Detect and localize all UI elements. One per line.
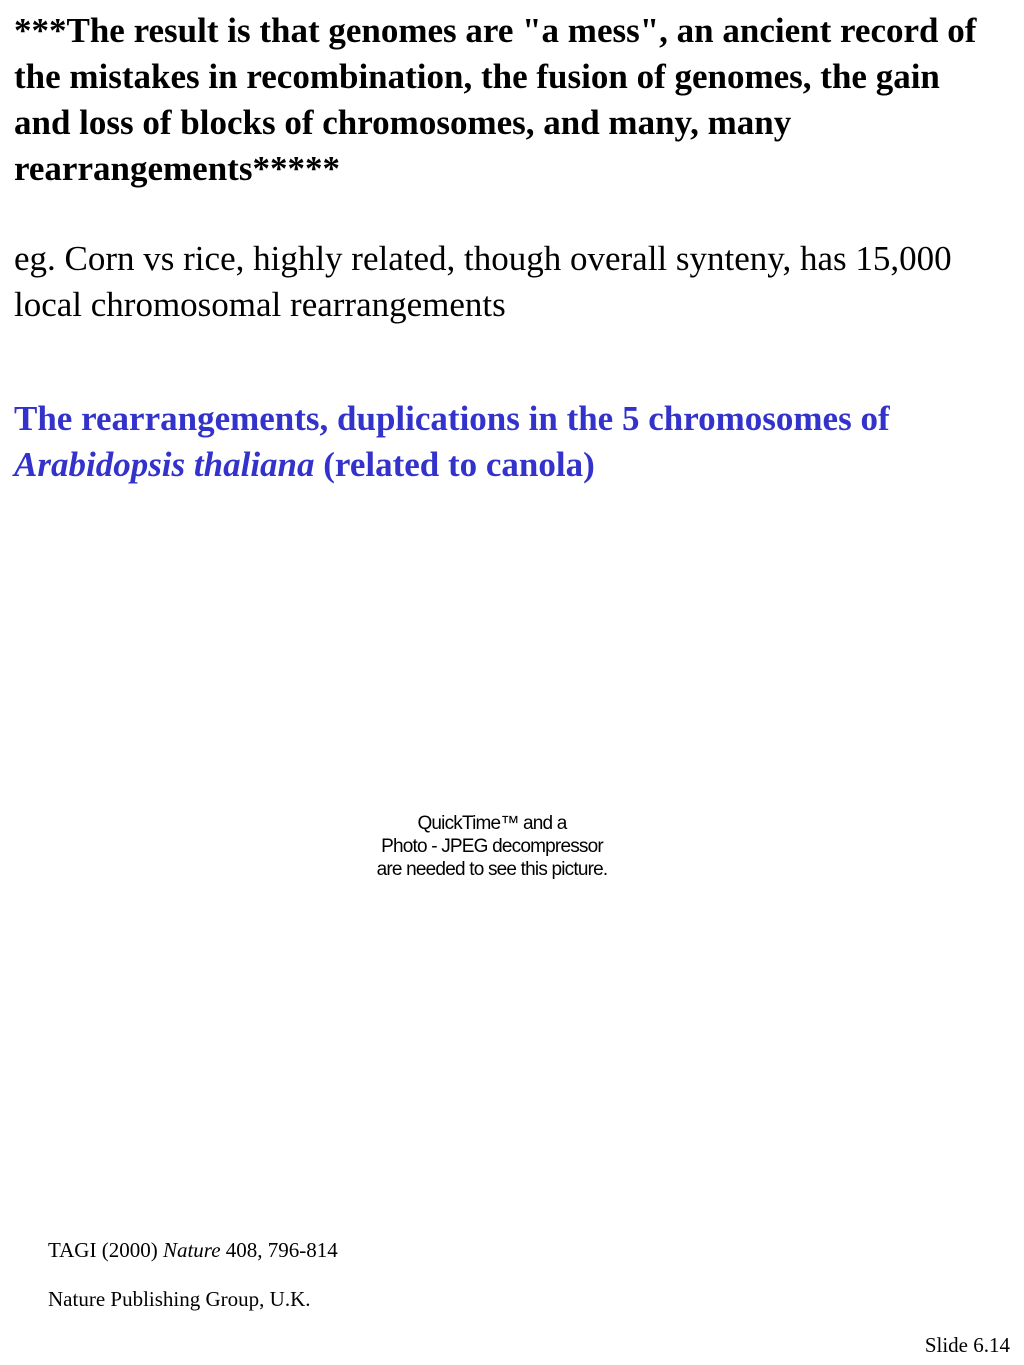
citation-authors-year: TAGI (2000): [48, 1238, 163, 1262]
placeholder-line-3: are needed to see this picture.: [376, 859, 608, 880]
citation-journal: Nature: [162, 1238, 221, 1262]
citation-volume-pages: 408, 796-814: [220, 1238, 338, 1262]
missing-image-placeholder: [352, 812, 632, 881]
placeholder-line-1: QuickTime™ and a: [417, 813, 567, 834]
heading-text-end: (related to canola): [314, 445, 595, 484]
citation-reference: [48, 1237, 338, 1263]
slide-number: Slide 6.14: [924, 1333, 1010, 1357]
section-heading: [14, 396, 1004, 488]
citation-publisher: Nature Publishing Group, U.K.: [48, 1287, 311, 1311]
species-name: Arabidopsis thaliana: [14, 445, 315, 484]
heading-text-start: The rearrangements, duplications in the 5 chromosomes of: [14, 399, 890, 438]
placeholder-line-2: Photo - JPEG decompressor: [381, 836, 603, 857]
intro-paragraph: ***The result is that genomes are "a mess", an ancient record of the mistakes in recombination, the fusion of genomes, the gain and loss of blocks of chromosomes, and many, many rearrangements*****: [14, 11, 977, 188]
example-paragraph: eg. Corn vs rice, highly related, though overall synteny, has 15,000 local chromosomal rearrangements: [14, 239, 952, 324]
